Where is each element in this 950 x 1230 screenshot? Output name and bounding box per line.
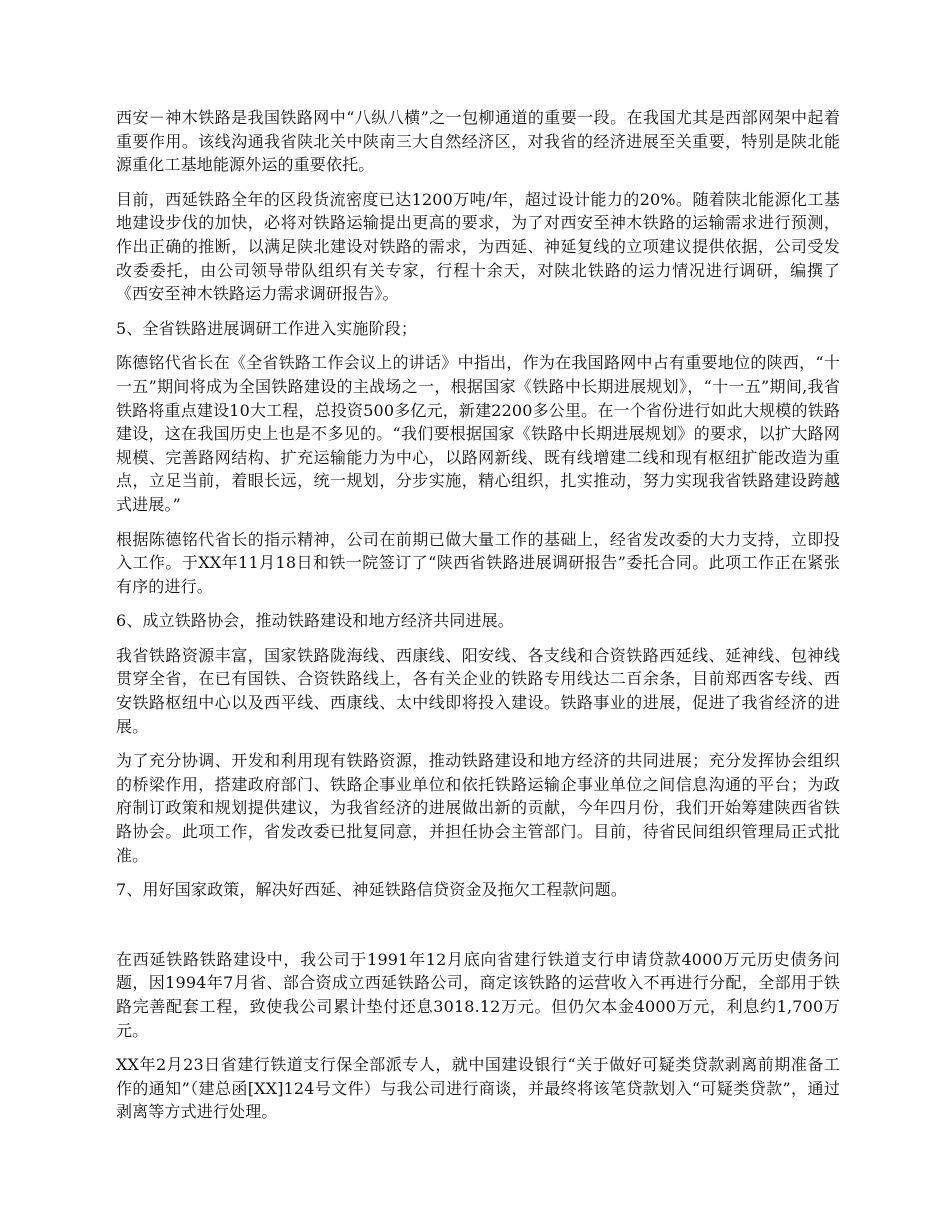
paragraph-railway-resources: 我省铁路资源丰富，国家铁路陇海线、西康线、阳安线、各支线和合资铁路西延线、延神线、包神线贯穿全省，在已有国铁、合资铁路线上，各有关企业的铁路专用线达二百余条，目前郑西客专线、西安铁路枢纽中心以及西平线、西康线、太中线即将投入建设。铁路事业的进展，促进了我省经济的进展。 bbox=[116, 645, 840, 736]
paragraph-freight-density: 目前，西延铁路全年的区段货流密度已达1200万吨/年，超过设计能力的20%。随着陕北能源化工基地建设步伐的加快，必将对铁路运输提出更高的要求，为了对西安至神木铁路的运输需求进行预测，作出正确的推断，以满足陕北建设对铁路的需求，为西延、神延复线的立项建议提供依据，公司受发改委委托，由公司领导带队组织有关专家，行程十余天，对陕北铁路的运力情况进行调研，编撰了《西安至神木铁路运力需求调研报告》。 bbox=[116, 189, 840, 304]
section-heading-7: 7、用好国家政策，解决好西延、神延铁路信贷资金及拖欠工程款问题。 bbox=[116, 880, 627, 900]
paragraph-governor-speech: 陈德铭代省长在《全省铁路工作会议上的讲话》中指出，作为在我国路网中占有重要地位的陕西，“十一五”期间将成为全国铁路建设的主战场之一，根据国家《铁路中长期进展规划》，“十一五”期间,我省铁路将重点建设10大工程，总投资500多亿元，新建2200多公里。在一个省份进行如此大规模的铁路建设，这在我国历史上也是不多见的。“我们要根据国家《铁路中长期进展规划》的要求，以扩大路网规模、完善路网结构、扩充运输能力为中心，以路网新线、既有线增建二线和现有枢纽扩能改造为重点，立足当前，着眼长远，统一规划，分步实施，精心组织，扎实推动，努力实现我省铁路建设跨越式进展。” bbox=[116, 353, 840, 514]
paragraph-railway-association: 为了充分协调、开发和利用现有铁路资源，推动铁路建设和地方经济的共同进展；充分发挥协会组织的桥梁作用，搭建政府部门、铁路企事业单位和依托铁路运输企事业单位之间信息沟通的平台；为政府制订政策和规划提供建议，为我省经济的进展做出新的贡献，今年四月份，我们开始筹建陕西省铁路协会。此项工作，省发改委已批复同意，并担任协会主管部门。目前，待省民间组织管理局正式批准。 bbox=[116, 751, 840, 865]
section-gap bbox=[116, 913, 840, 948]
paragraph-loan-history: 在西延铁路铁路建设中，我公司于1991年12月底向省建行铁道支行申请贷款4000万元历史债务问题，因1994年7月省、部合资成立西延铁路公司，商定该铁路的运营收入不再进行分配，全部用于铁路完善配套工程，致使我公司累计垫付还息3018.12万元。但仍欠本金4000万元，利息约1,700万元。 bbox=[116, 949, 840, 1040]
document-body bbox=[116, 106, 840, 1135]
paragraph-intro: 西安－神木铁路是我国铁路网中“八纵八横”之一包柳通道的重要一段。在我国尤其是西部网架中起着重要作用。该线沟通我省陕北关中陕南三大自然经济区，对我省的经济进展至关重要，特别是陕北能源重化工基地能源外运的重要依托。 bbox=[116, 108, 840, 175]
section-heading-6: 6、成立铁路协会，推动铁路建设和地方经济共同进展。 bbox=[116, 611, 514, 631]
paragraph-loan-stripping: XX年2月23日省建行铁道支行保全部派专人，就中国建设银行“关于做好可疑类贷款剥离前期准备工作的通知”（建总函[XX]124号文件）与我公司进行商谈，并最终将该笔贷款划入“可疑类贷款”，通过剥离等方式进行处理。 bbox=[116, 1055, 840, 1122]
paragraph-contract: 根据陈德铭代省长的指示精神，公司在前期已做大量工作的基础上，经省发改委的大力支持，立即投入工作。于XX年11月18日和铁一院签订了“陕西省铁路进展调研报告”委托合同。此项工作正在紧张有序的进行。 bbox=[116, 529, 840, 596]
section-heading-5: 5、全省铁路进展调研工作进入实施阶段； bbox=[116, 318, 418, 338]
